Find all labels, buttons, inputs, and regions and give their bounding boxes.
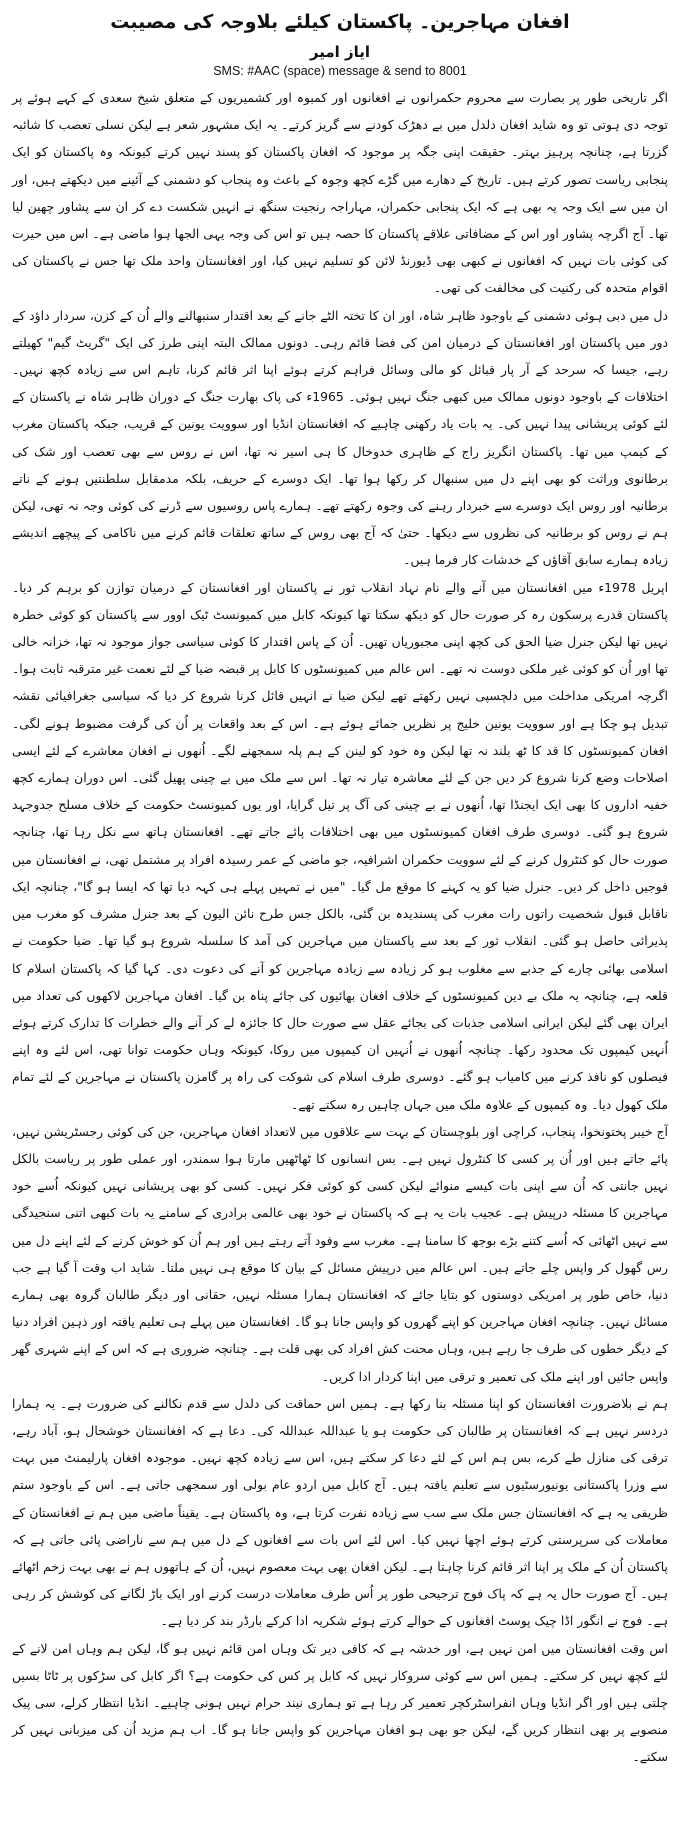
- paragraph: اپریل 1978ء میں افغانستان میں آنے والے نام نہاد انقلاب ثور نے پاکستان اور افغانستان کے درمیان توازن کو برہم کر دیا۔ پاکستان قدرے پرسکون رہ کر صورت حال کو دیکھ سکتا تھا کیونکہ کابل میں کمیونسٹ ٹیک اوور سے پاکستان کو کوئی خطرہ نہیں تھا لیکن جنرل ضیا الحق کی کچھ اپنی مجبوریاں تھیں۔ اُن کے پاس اقتدار کا کوئی سیاسی جواز موجود نہ تھا، خزانہ خالی تھا اور اُن کو کوئی غیر ملکی دوست نہ تھے۔ اس عالم میں کمیونسٹوں کا کابل پر قبضہ ضیا کے لئے نعمت غیر مترقبہ ثابت ہوا۔ اگرچہ امریکی مداخلت میں دلچسپی نہیں رکھتے تھے لیکن ضیا نے انہیں قائل کرنا شروع کر دیا کہ سیاسی جغرافیائی نقشہ تبدیل ہو چکا ہے اور سوویت یونین خلیج پر نظریں جمائے ہوئے ہے۔ اس کے بعد واقعات پر اُن کی گرفت مضبوط ہونے لگی۔ افغان کمیونسٹوں کا قد کا ٹھ بلند نہ تھا لیکن وہ خود کو لینن کے ہم پلہ سمجھنے لگے۔ اُنھوں نے افغان معاشرے کے لئے ایسی اصلاحات وضع کرنا شروع کر دیں جن کے لئے معاشرہ تیار نہ تھا۔ اس سے ملک میں بے چینی پھیل گئی۔ اس دوران ہمارے کچھ خفیہ اداروں کا بھی ایک ایجنڈا تھا، اُنھوں نے بے چینی کی آگ پر تیل گرایا، اور یوں کمیونسٹ حکومت کے خلاف مسلح جدوجہد شروع ہو گئی۔ دوسری طرف افغان کمیونسٹوں میں بھی اختلافات پائے جاتے تھے۔ افغانستان ہاتھ سے نکل رہا تھا، چنانچہ صورت حال کو کنٹرول کرنے کے لئے سوویت حکمران اشرافیہ، جو ماضی کے عمر رسیدہ افراد پر مشتمل تھی، نے افغانستان میں فوجیں داخل کر دیں۔ جنرل ضیا کو یہ کہنے کا موقع مل گیا۔ "میں نے تمہیں پہلے ہی کہہ دیا تھا کہ ایسا ہو گا"، چنانچہ ایک ناقابل قبول شخصیت راتوں رات مغرب کی پسندیدہ بن گئی، بالکل جس طرح نائن الیون کے بعد جنرل مشرف کو مغرب میں پذیرائی حاصل ہو گئی۔ انقلاب ثور کے بعد سے پاکستان میں مہاجرین کی آمد کا سلسلہ شروع ہو گیا تھا۔ ضیا حکومت نے اسلامی بھائی چارے کے جذبے سے مغلوب ہو کر زیادہ سے زیادہ مہاجرین کو آنے کی دعوت دی۔ کہا گیا کہ پاکستان اسلام کا قلعہ ہے، چنانچہ یہ ملک بے دین کمیونسٹوں کے خلاف افغان بھائیوں کی جائے پناہ بن گیا۔ افغان مہاجرین لاکھوں کی تعداد میں ایران بھی گئے لیکن ایرانی اسلامی جذبات کی بجائے عقل سے صورت حال کا جائزہ لے کر آنے والے خطرات کا تدارک کرتے ہوئے اُنہیں کیمپوں تک محدود رکھا۔ چنانچہ اُنھوں نے اُنہیں ان کیمپوں میں روکا، کیونکہ وہاں حکومت توانا تھی، اس لئے وہ اپنے فیصلوں کو نافذ کرنے میں کامیاب ہو گئے۔ دوسری طرف اسلام کی شوکت کی راہ پر گامزن پاکستان نے مہاجرین کے لئے تمام ملک کھول دیا۔ وہ کیمپوں کے علاوہ ملک میں جہاں چاہیں رہ سکتے تھے۔: [12, 579, 669, 1112]
- paragraph: دل میں دبی ہوئی دشمنی کے باوجود ظاہر شاہ، اور ان کا تختہ الٹے جانے کے بعد اقتدار سنبھالنے والے اُن کے کزن، سردار داؤد کے دور میں پاکستان اور افغانستان کے درمیان امن کی فضا قائم رہی۔ دونوں ممالک البتہ اپنی طرز کی ایک "گریٹ گیم" کھیلتے رہے، جیسا کہ سرحد کے آر پار قبائل کو مالی وسائل فراہم کرتے ہوئے اپنا اثر قائم کرنا، تاہم اس سے زیادہ کچھ نہیں۔ اختلافات کے باوجود دونوں ممالک میں کبھی جنگ نہیں ہوئی۔ 1965ء کی پاک بھارت جنگ کے دوران ظاہر شاہ نے پاکستان کے لئے کوئی پریشانی پیدا نہیں کی۔ یہ بات یاد رکھنی چاہیے کہ افغانستان انڈیا اور سوویت یونین کے قریب، جبکہ پاکستان مغرب کے کیمپ میں تھا۔ پاکستان انگریز راج کے ظاہری خدوخال کا ہی اسیر نہ تھا، اس نے روس سے بھی تعصب اور شک کی برطانوی وراثت کو بھی اپنے دل میں سنبھال کر رکھا ہوا تھا۔ ایک دوسرے کے حریف، بلکہ مدمقابل سلطنتیں ہونے کے ناتے برطانیہ اور روس ایک دوسرے سے خبردار رہنے کی وجوہ رکھتے تھے۔ ہمارے پاس روسیوں سے ڈرنے کی کوئی وجہ نہ تھی، لیکن ہم نے روس کو برطانیہ کی نظروں سے دیکھا۔ حتیٰ کہ آج بھی روس کے ساتھ تعلقات قائم کرنے میں ناکامی کے پیچھے اندیشے زیادہ ہمارے سابق آقاؤں کے خدشات کار فرما ہیں۔: [12, 307, 668, 568]
- article-headline: افغان مہاجرین۔ پاکستان کیلئے بلاوجہ کی مصیبت: [110, 11, 570, 33]
- paragraph: ہم نے بلاضرورت افغانستان کو اپنا مسئلہ بنا رکھا ہے۔ ہمیں اس حماقت کی دلدل سے قدم نکالنے کی ضرورت ہے۔ یہ ہمارا دردسر نہیں ہے کہ افغانستان پر طالبان کی حکومت ہو یا عبداللہ عبداللہ کی۔ دعا ہے کہ افغانستان خوشحال ہو، آباد رہے، ترقی کی منازل طے کرے، بس ہم اس کے لئے دعا کر سکتے ہیں، اس سے زیادہ کچھ نہیں۔ موجودہ افغان پارلیمنٹ میں بہت سے وزرا پاکستانی یونیورسٹیوں سے تعلیم یافتہ ہیں۔ آج کابل میں اردو عام بولی اور سمجھی جاتی ہے۔ اس کے باوجود ستم ظریفی یہ ہے کہ افغانستان جس ملک سے سب سے زیادہ نفرت کرتا ہے، وہ پاکستان ہے۔ یقیناً ماضی میں ہم نے افغانستان کے معاملات کی سرپرستی کرتے ہوئے اچھا نہیں کیا۔ اس لئے اس بات سے افغانوں کے دل میں ہم سے ناراضی پائی جاتی ہے کہ پاکستان اُن کے ملک پر اپنا اثر قائم کرنا چاہتا ہے۔ لیکن افغان بھی بہت معصوم نہیں، اُن کے ہاتھوں ہم نے بھی بہت زخم اٹھائے ہیں۔ آج صورت حال یہ ہے کہ پاک فوج ترجیحی طور پر اُس طرف معاملات درست کرنے اور ایک باڑ لگانے کی کوشش کر رہی ہے۔ فوج نے انگور اڈا چیک پوسٹ افغانوں کے حوالے کرتے ہوئے شکریہ ادا کرکے بارڈر بند کر دیا ہے۔: [12, 1395, 668, 1629]
- sms-feedback-line: SMS: #AAC (space) message & send to 8001: [213, 64, 467, 78]
- author-name: ایاز امیر: [309, 43, 371, 61]
- paragraph: آج خیبر پختونخوا، پنجاب، کراچی اور بلوچستان کے بہت سے علاقوں میں لاتعداد افغان مہاجرین، جن کی کوئی رجسٹریشن نہیں، پائے جاتے ہیں اور اُن پر کسی کا کنٹرول نہیں ہے۔ بس انسانوں کا ٹھاٹھیں مارتا ہوا سمندر، اور عملی طور پر ریاست بالکل نہیں جانتی کہ اُن سے اپنی بات کیسے منوائے لیکن کسی کو کوئی فکر نہیں۔ کسی کو بھی پریشانی نہیں کیونکہ اُسے خود مہاجرین کا مسئلہ درپیش ہے۔ عجیب بات یہ ہے کہ پاکستان نے خود بھی عالمی برادری کے سامنے یہ بات کبھی اتنی سنجیدگی سے نہیں اٹھائی کہ اُسے کتنے بڑے بوجھ کا سامنا ہے۔ مغرب سے وفود آتے رہتے ہیں اور ہم اُن کو خوش کرنے کے لئے اپنے دل میں رس گھول کر واپس چلے جاتے ہیں۔ اس عالم میں درپیش مسائل کے بیان کا موقع ہی نہیں ملتا۔ شاید اب وقت آ گیا ہے جب دنیا، خاص طور پر امریکی دوستوں کو بتایا جائے کہ افغانستان ہمارا مسئلہ نہیں، حقانی اور دیگر طالبان گروہ بھی ہمارے مسائل نہیں۔ چنانچہ افغان مہاجرین کو اپنے گھروں کو واپس جانا ہو گا۔ افغانستان میں پہلے ہی تعلیم یافتہ اور ذہین افراد دنیا کے دیگر خطوں کی طرف جا رہے ہیں، وہاں محنت کش افراد کی بھی قلت ہے۔ چنانچہ ضروری ہے کہ اس کے اپنے شہری گھر واپس جائیں اور اپنے ملک کی تعمیر و ترقی میں اپنا کردار ادا کریں۔: [12, 1123, 668, 1384]
- paragraph: اس وقت افغانستان میں امن نہیں ہے، اور خدشہ ہے کہ کافی دیر تک وہاں امن قائم نہیں ہو گا، لیکن ہم وہاں امن لانے کے لئے کچھ نہیں کر سکتے۔ ہمیں اس سے کوئی سروکار نہیں کہ کابل پر کس کی حکومت ہے؟ اگر کابل کی سڑکوں پر ٹاٹا بسیں چلتی ہیں اور اگر انڈیا وہاں انفراسٹرکچر تعمیر کر رہا ہے تو ہماری نیند حرام نہیں ہونی چاہیے۔ انڈیا انتظار کرلے، سی پیک منصوبے پر بھی انتظار کریں گے، لیکن جو بھی ہو افغان مہاجرین کو واپس جانا ہو گا۔ اب ہم مزید اُن کی میزبانی نہیں کر سکتے۔: [12, 1640, 668, 1765]
- article-body: [12, 84, 668, 1771]
- paragraph: اگر تاریخی طور پر بصارت سے محروم حکمرانوں نے افغانوں اور کمبوہ اور کشمیریوں کے متعلق شیخ سعدی کے کہے ہوئے پر توجہ دی ہوتی تو وہ شاید افغان دلدل میں بے دھڑک کودنے سے گریز کرتے۔ یہ ایک مشہور شعر ہے لیکن نسلی تعصب کا شائبہ گزرتا ہے، چنانچہ پرہیز بہتر۔ حقیقت اپنی جگہ پر موجود کہ افغان پاکستان کو پسند نہیں کرتے کیونکہ وہ پاکستان کو ایک پنجابی ریاست تصور کرتے ہیں۔ تاریخ کے دھارے میں گڑے کچھ وجوہ کے باعث وہ پنجاب کو دشمنی کے آئینے میں دیکھتے ہیں، اور ان میں سے ایک وجہ یہ بھی ہے کہ ایک پنجابی حکمران، مہاراجہ رنجیت سنگھ نے انہیں شکست دے کر ان سے پشاور چھین لیا تھا۔ آج اگرچہ پشاور اور اس کے مضافاتی علاقے پاکستان کا حصہ ہیں تو اس کی وجہ یہی الجھا ہوا ماضی ہے۔ اس میں حیرت کی کوئی بات نہیں کہ افغانوں نے کبھی بھی ڈیورنڈ لائن کو تسلیم نہیں کیا، اور افغانستان واحد ملک تھا جس نے پاکستان کی اقوام متحدہ کی رکنیت کی مخالفت کی تھی۔: [12, 90, 668, 296]
